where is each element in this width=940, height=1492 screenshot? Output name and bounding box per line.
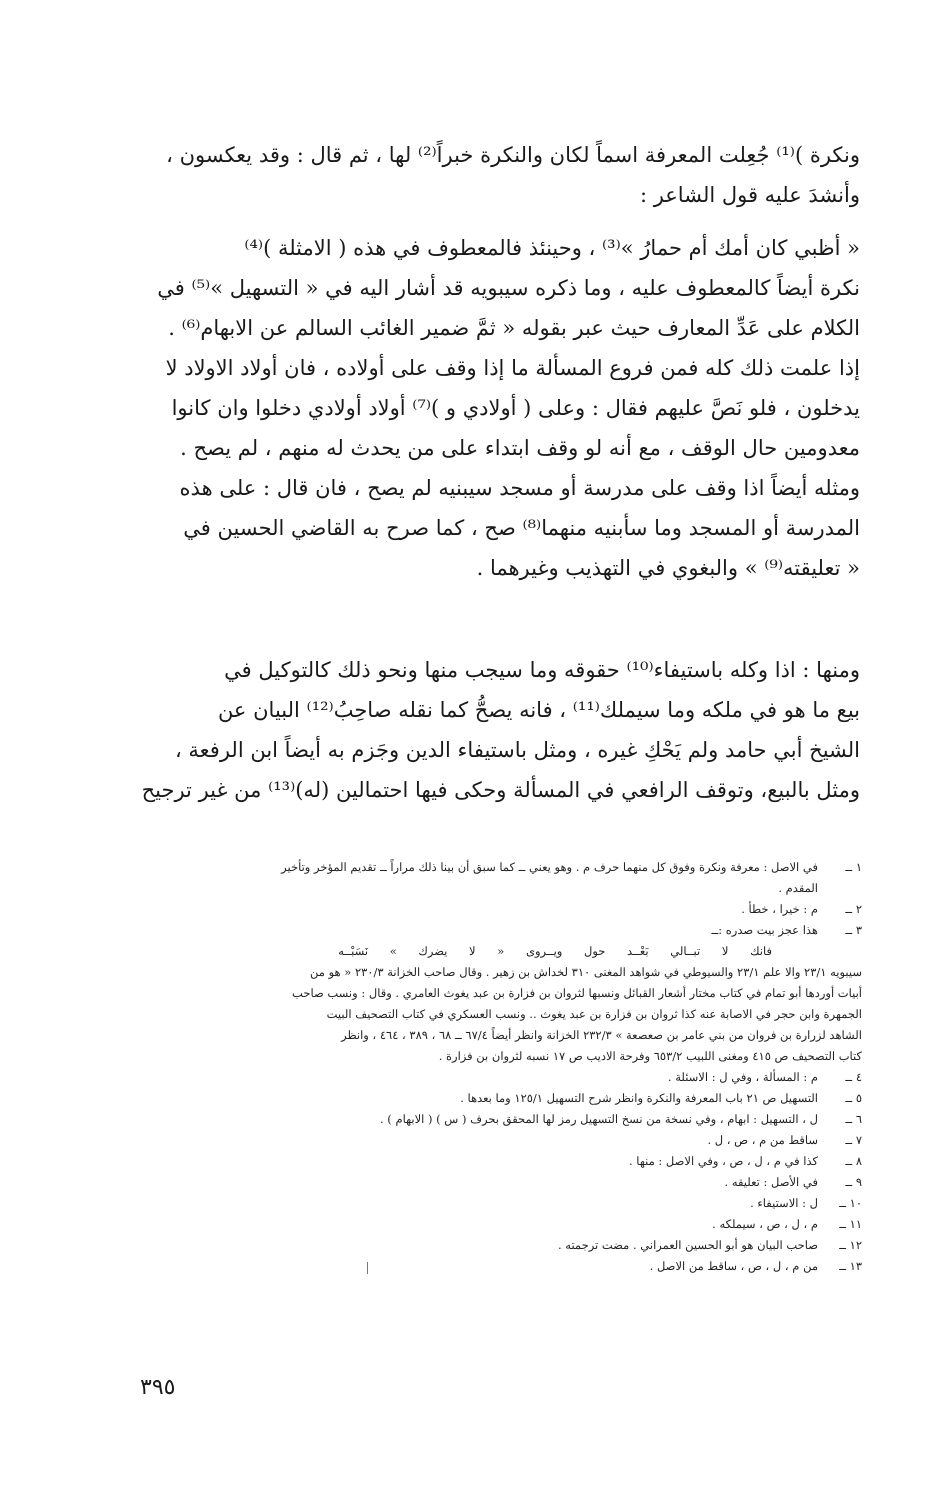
text-line: « أظبي كان أمك أم حمارُ »⁽³⁾ ، وحينئذ فالمعطوف في هذه ( الامثلة )⁽⁴⁾ — [244, 236, 860, 260]
footnote-13 — [62, 1256, 862, 1277]
footnote-text: في الاصل : معرفة ونكرة وفوق كل منهما حرف م . وهو يعني ــ كما سبق أن بينا ذلك مراراً ــ تقديم المؤخر وتأخير — [281, 860, 818, 874]
footnote-12 — [62, 1235, 862, 1256]
text-line: المدرسة أو المسجد وما سأبنيه منهما⁽⁸⁾ صح ، كما صرح به القاضي الحسين في — [183, 516, 860, 540]
text-line: « تعليقته⁽⁹⁾ » والبغوي في التهذيب وغيرهما . — [476, 556, 860, 580]
footnote-text: صاحب البيان هو أبو الحسين العمراني . مضت ترجمته . — [557, 1238, 818, 1252]
text-line: معدومين حال الوقف ، مع أنه لو وقف ابتداء على من يحدث له منهم ، لم يصح . — [180, 436, 860, 460]
footnote-text: الجمهرة وابن حجر في الاصابة عنه كذا ثروان بن فزارة بن عبد يغوث .. ونسب العسكري في كتاب التصحيف البيت — [326, 1007, 862, 1021]
footnote-5 — [62, 1088, 862, 1109]
paragraph-1 — [142, 135, 860, 215]
footnote-text: الشاهد لزرارة بن فروان من بني عامر بن صعصعة » ٢٣٢/٣ الخزانة وانظر أيضاً ٦٧/٤ ــ ٦٨ ، ٣٨٩ ، ٤٦٤ ، وانظر — [341, 1028, 862, 1042]
text-line: ومثل بالبيع، وتوقف الرافعي في المسألة وحكى فيها احتمالين (له)⁽¹³⁾ من غير ترجيح — [142, 778, 860, 802]
text-line: ومنها : اذا وكله باستيفاء⁽¹⁰⁾ حقوقه وما سيجب منها ونحو ذلك كالتوكيل في — [224, 658, 860, 682]
text-line: الكلام على عَدِّ المعارف حيث عبر بقوله « ثمَّ ضمير الغائب السالم عن الابهام⁽⁶⁾ . — [168, 316, 860, 340]
footnote-3 — [62, 920, 862, 1067]
footnote-number: ٦ ــ — [845, 1112, 862, 1126]
text-line: وأنشدَ عليه قول الشاعر : — [639, 183, 860, 207]
footnote-text: ل : الاستيفاء . — [750, 1196, 818, 1210]
page-number: ٣٩٥ — [140, 1375, 176, 1400]
footnote-number: ٩ ــ — [845, 1175, 862, 1189]
footnote-text: كذا في م ، ل ، ص ، وفي الاصل : منها . — [629, 1154, 818, 1168]
footnote-6 — [62, 1109, 862, 1130]
footnote-text: من م ، ل ، ص ، ساقط من الاصل . — [649, 1259, 818, 1273]
footnote-text: هذا عجز بيت صدره :ــ — [711, 923, 818, 937]
footnote-text: التسهيل ص ٢١ باب المعرفة والنكرة وانظر شرح التسهيل ١٢٥/١ وما بعدها . — [460, 1091, 818, 1105]
footnote-text: كتاب التصحيف ص ٤١٥ ومغنى اللبيب ٦٥٣/٢ وفرحة الاديب ص ١٧ نسبه لثروان بن فزارة . — [438, 1049, 862, 1063]
footnote-number: ١٣ ــ — [839, 1259, 862, 1273]
poem-verse: فانك لا تبــالي بَعْــد حول ويــروى « لا يضرك » نَسَبْــه — [338, 944, 772, 958]
footnote-text: المقدم . — [778, 881, 818, 895]
footnote-9 — [62, 1172, 862, 1193]
footnote-number: ١٠ ــ — [839, 1196, 862, 1210]
text-line: بيع ما هو في ملكه وما سيملك⁽¹¹⁾ ، فانه يصحُّ كما نقله صاحِبُ⁽¹²⁾ البيان عن — [217, 698, 860, 722]
footnote-text: أبيات أوردها أبو تمام في كتاب مختار أشعار القبائل ونسبها لثروان بن فزارة بن عبد يغوث العامري . وقال : ونسب صاحب — [292, 986, 862, 1000]
footnote-4 — [62, 1067, 862, 1088]
footnote-number: ٢ ــ — [845, 902, 862, 916]
footnote-11 — [62, 1214, 862, 1235]
text-line: نكرة أيضاً كالمعطوف عليه ، وما ذكره سيبويه قد أشار اليه في « التسهيل »⁽⁵⁾ في — [157, 276, 860, 300]
footnote-10 — [62, 1193, 862, 1214]
footnote-number: ٣ ــ — [845, 923, 862, 937]
paragraph-2 — [142, 228, 860, 588]
footnote-number: ١٢ ــ — [839, 1238, 862, 1252]
footnote-text: سيبويه ٢٣/١ والا علم ٢٣/١ والسيوطي في شواهد المغنى ٣١٠ لخداش بن زهير . وقال صاحب الخزانة ٢٣٠/٣ « هو من — [310, 965, 862, 979]
footnote-2 — [62, 899, 862, 920]
text-line: إذا علمت ذلك كله فمن فروع المسألة ما إذا وقف على أولاده ، فان أولاد الاولاد لا — [165, 356, 860, 380]
footnote-text: م : المسألة ، وفي ل : الاسئلة . — [667, 1070, 818, 1084]
footnote-number: ١ ــ — [845, 860, 862, 874]
footnote-text: في الأصل : تعليقه . — [724, 1175, 818, 1189]
footnotes — [62, 857, 862, 1277]
footnote-number: ١١ ــ — [839, 1217, 862, 1231]
footnote-number: ٧ ــ — [845, 1133, 862, 1147]
footnote-number: ٨ ــ — [845, 1154, 862, 1168]
footnote-8 — [62, 1151, 862, 1172]
footnote-7 — [62, 1130, 862, 1151]
text-line: الشيخ أبي حامد ولم يَحْكِ غيره ، ومثل باستيفاء الدين وجَزم به أيضاً ابن الرفعة ، — [174, 738, 860, 762]
footnote-text: م ، ل ، ص ، سيملكه . — [712, 1217, 818, 1231]
text-line: يدخلون ، فلو نَصَّ عليهم فقال : وعلى ( أولادي و )⁽⁷⁾ أولاد أولادي دخلوا وان كانوا — [171, 396, 860, 420]
footnote-1 — [62, 857, 862, 899]
footnote-text: م : خيرا ، خطأ . — [741, 902, 818, 916]
footnote-number: ٤ ــ — [845, 1070, 862, 1084]
text-line: ومثله أيضاً اذا وقف على مدرسة أو مسجد سيبنيه لم يصح ، فان قال : على هذه — [179, 476, 860, 500]
footnote-text: ساقط من م ، ص ، ل . — [707, 1133, 818, 1147]
paragraph-3 — [142, 650, 860, 810]
text-line: ونكرة )⁽¹⁾ جُعِلت المعرفة اسماً لكان والنكرة خبراً⁽²⁾ لها ، ثم قال : وقد يعكسون ، — [166, 143, 860, 167]
footnote-number: ٥ ــ — [845, 1091, 862, 1105]
footnote-text: ل ، التسهيل : ابهام ، وفي نسخة من نسخ التسهيل رمز لها المحقق بحرف ( س ) ( الابهام ) . — [380, 1112, 818, 1126]
scan-speck — [367, 1262, 368, 1274]
